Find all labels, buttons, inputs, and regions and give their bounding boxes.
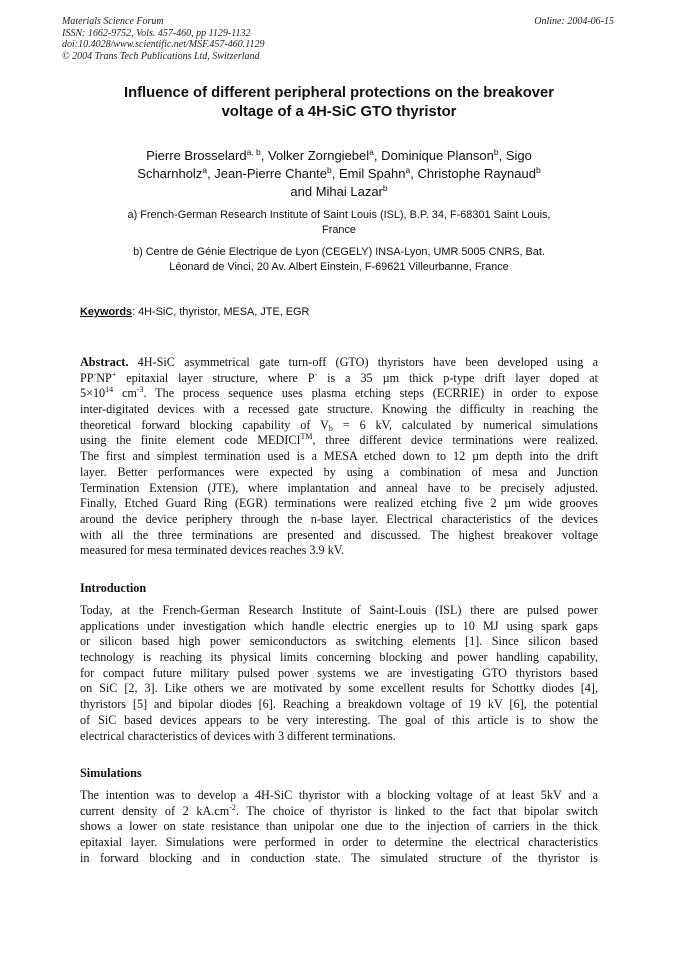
- introduction-line: or silicon based high power semiconductors as switching elements [1]. Since silicon based: [80, 634, 598, 649]
- affiliation-b-line-2: Léonard de Vinci, 20 Av. Albert Einstein, F-69621 Villeurbanne, France: [169, 260, 509, 273]
- affiliation-b: [82, 245, 596, 274]
- keywords-text: 4H-SiC, thyristor, MESA, JTE, EGR: [135, 306, 310, 318]
- affiliation-a-line-1: a) French-German Research Institute of Saint Louis (ISL), B.P. 34, F-68301 Saint Louis,: [127, 209, 551, 221]
- section-heading-introduction: Introduction: [80, 581, 147, 595]
- author-affiliation-mark: b: [493, 147, 499, 157]
- affiliation-a: [82, 208, 596, 237]
- superscript: TM: [300, 432, 313, 442]
- author-separator: ,: [498, 148, 506, 163]
- section-heading-simulations: Simulations: [80, 766, 142, 780]
- author-separator: ,: [207, 166, 215, 181]
- author-name: Pierre Brosselard: [146, 148, 247, 163]
- superscript: -: [314, 369, 318, 379]
- abstract-text: cm: [113, 386, 137, 401]
- abstract-line: Termination Extension (JTE), where implantation and anneal have to be precisely adjusted.: [80, 480, 598, 495]
- abstract-line: layer. Better performances were expected by using a combination of mesa and Junction: [80, 464, 598, 479]
- abstract-text: using the finite element code MEDICI: [80, 433, 301, 448]
- author-line-2: [70, 165, 608, 183]
- simulations-line: in forward blocking and in conduction state. The simulated structure of the thyristor is: [80, 850, 598, 865]
- simulations-line: epitaxial layer. Simulations were performed in order to determine the electrical characteristics: [80, 835, 598, 850]
- superscript: -3: [136, 385, 144, 395]
- abstract-line: Finally, Etched Guard Ring (EGR) terminations were realized etching five 2 µm wide grooves: [80, 496, 598, 511]
- journal-name: Materials Science Forum: [62, 16, 164, 27]
- abstract-line: inter-digitated devices with a recessed gate structure. Knowing the difficulty in reaching the: [80, 402, 598, 417]
- introduction-paragraph: [80, 603, 598, 744]
- title-line-2: voltage of a 4H-SiC GTO thyristor: [221, 103, 457, 120]
- author-affiliation-mark: a: [405, 165, 411, 175]
- simulations-paragraph: [80, 788, 598, 866]
- abstract-line: [80, 433, 598, 449]
- author-affiliation-mark: a: [369, 147, 374, 157]
- author-name: Volker Zorngiebel: [267, 148, 370, 163]
- author-list: [70, 147, 608, 201]
- title-line-1: Influence of different peripheral protections on the breakover: [123, 85, 554, 101]
- affiliation-a-line-2: France: [322, 223, 356, 236]
- publication-metadata: [62, 16, 265, 62]
- abstract-text: , three different device terminations were realized.: [312, 433, 598, 448]
- doi-line: doi:10.4028/www.scientific.net/MSF.457-460.1129: [62, 39, 265, 51]
- author-affiliation-mark: b: [535, 165, 541, 175]
- author-name: Jean-Pierre Chante: [214, 166, 328, 181]
- author-line-3: [70, 183, 608, 201]
- abstract-line: measured for mesa terminated devices reaches 3.9 kV.: [80, 543, 345, 558]
- author-separator: ,: [331, 166, 339, 181]
- subscript: b: [328, 423, 333, 433]
- abstract-line: [80, 386, 598, 402]
- abstract-line: [80, 418, 598, 434]
- author-affiliation-mark: b: [382, 183, 388, 193]
- abstract-line: with all the three terminations are presented and discussed. The highest breakover voltage: [80, 527, 598, 542]
- author-separator: ,: [373, 148, 382, 163]
- author-and: and: [290, 184, 316, 199]
- abstract-text: . The process sequence uses plasma etching steps (ECRRIE) in order to expose: [143, 386, 598, 401]
- author-affiliation-mark: a, b: [246, 147, 261, 157]
- author-name: Dominique Planson: [381, 148, 494, 163]
- abstract-line: [80, 355, 598, 371]
- abstract-text: = 6 kV, calculated by numerical simulations: [332, 417, 598, 432]
- author-name: Christophe Raynaud: [417, 166, 536, 181]
- introduction-line: technology is reaching its physical limits concerning blocking and power handling capability,: [80, 650, 598, 665]
- abstract-line: [80, 371, 598, 387]
- keywords-line: [80, 306, 309, 318]
- introduction-line: thyristors [5] and bipolar diodes [6]. Reaching a breakdown voltage of 19 kV [6], the potential: [80, 697, 598, 712]
- author-affiliation-mark: b: [327, 165, 332, 175]
- introduction-line: of SiC based devices appears to be very interesting. The goal of this article is to show the: [80, 712, 598, 727]
- abstract-text: epitaxial layer structure, where P: [116, 370, 315, 385]
- simulations-line: [80, 804, 598, 820]
- copyright-line: © 2004 Trans Tech Publications Ltd, Switzerland: [62, 50, 260, 62]
- introduction-line: electrical characteristics of devices with 3 different terminations.: [80, 728, 396, 743]
- keywords-colon: :: [132, 306, 136, 318]
- issn-line: ISSN: 1662-9752, Vols. 457-460, pp 1129-1132: [62, 27, 251, 39]
- simulations-text: . The choice of thyristor is linked to the fact that bipolar switch: [235, 803, 599, 818]
- introduction-line: on SiC [2, 3]. Like others we are motivated by some excellent results for Schottky diodes [4],: [80, 681, 598, 696]
- author-name: Emil Spahn: [339, 166, 406, 181]
- abstract-line: around the device periphery through the n-base layer. Electrical characteristics of the devices: [80, 511, 598, 526]
- simulations-text: current density of 2 kA.cm: [80, 803, 230, 818]
- abstract-text: 5×10: [80, 386, 106, 401]
- abstract-label: Abstract.: [80, 355, 129, 369]
- keywords-label: Keywords: [80, 306, 133, 318]
- abstract-text: theoretical forward blocking capability of V: [80, 417, 329, 432]
- author-affiliation-mark: a: [202, 165, 208, 175]
- affiliation-b-line-1: b) Centre de Génie Electrique de Lyon (CEGELY) INSA-Lyon, UMR 5005 CNRS, Bat.: [133, 246, 545, 258]
- abstract-text: is a 35 µm thick p-type drift layer doped at: [317, 370, 599, 385]
- author-line-1: [70, 147, 608, 165]
- introduction-line: Today, at the French-German Research Institute of Saint-Louis (ISL) there are pulsed power: [80, 603, 598, 617]
- paper-title: [80, 84, 598, 121]
- introduction-line: for compact future military pulsed power systems we are investigating GTO thyristors based: [80, 665, 598, 680]
- abstract-text: NP: [96, 370, 112, 385]
- superscript: -: [93, 369, 97, 379]
- simulations-line: The intention was to develop a 4H-SiC thyristor with a blocking voltage of at least 5kV and a: [80, 788, 598, 802]
- author-name-part: Sigo: [505, 148, 532, 163]
- author-name-part: Scharnholz: [137, 166, 203, 181]
- author-name: Mihai Lazar: [315, 184, 383, 199]
- superscript: +: [111, 369, 117, 379]
- superscript: 14: [105, 385, 114, 395]
- author-separator: ,: [260, 148, 268, 163]
- abstract-text: PP: [80, 370, 94, 385]
- author-separator: ,: [410, 166, 418, 181]
- simulations-line: shows a lower on state resistance than unipolar one due to the injection of carriers in the thick: [80, 819, 598, 834]
- superscript: -2: [229, 802, 236, 812]
- abstract-paragraph: [80, 355, 598, 559]
- online-date: Online: 2004-06-15: [534, 16, 614, 27]
- introduction-line: applications under investigation which handle electric energies up to 10 MJ using spark gaps: [80, 618, 598, 633]
- abstract-line: The first and simplest termination used is a MESA etched down to 12 µm depth into the drift: [80, 449, 598, 464]
- abstract-text: 4H-SiC asymmetrical gate turn-off (GTO) thyristors have been developed using a: [128, 355, 598, 369]
